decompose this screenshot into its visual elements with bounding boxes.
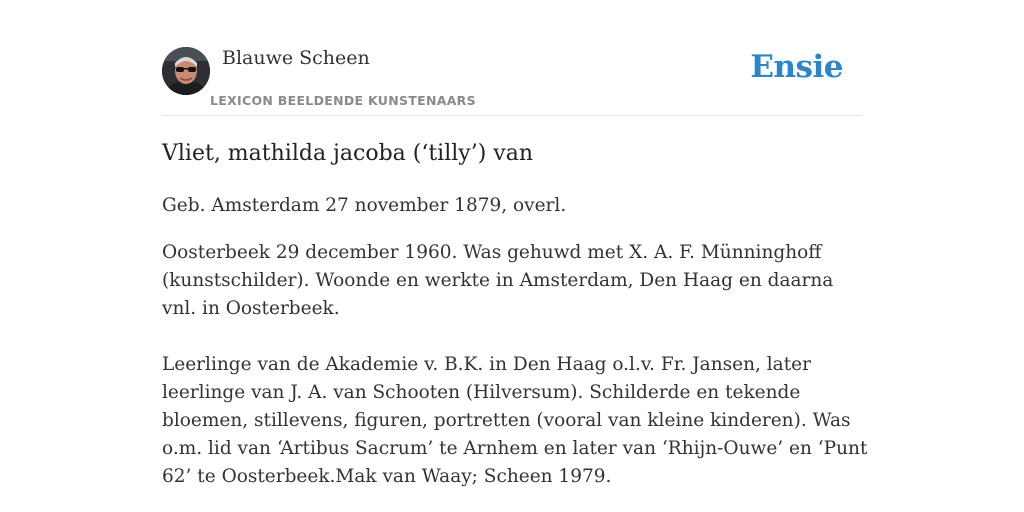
header-divider [162,115,862,116]
author-name[interactable]: Blauwe Scheen [222,47,370,69]
article-paragraph-3: Leerlinge van de Akademie v. B.K. in Den Haag o.l.v. Fr. Jansen, later leerlinge van J. A. van Schooten (Hilversum). Schilderde en tekende bloemen, stillevens, figuren, portretten (vooral van kleine kinderen). Was o.m. lid van ‘Artibus Sacrum’ te Arnhem en later van ‘Rhijn-Ouwe’ en ‘Punt 62’ te Oosterbeek.Mak van Waay; Scheen 1979. [162,354,868,487]
article-title: Vliet, mathilda jacoba (‘tilly’) van [162,141,533,166]
article-paragraph-2: Oosterbeek 29 december 1960. Was gehuwd met X. A. F. Münninghoff (kunstschilder). Woonde en werkte in Amsterdam, Den Haag en daarna vnl. in Oosterbeek. [162,242,834,319]
author-avatar[interactable] [162,47,210,95]
ensie-logo[interactable]: Ensie [750,49,843,85]
avatar-portrait-icon [162,47,210,95]
article-header [162,46,862,116]
article-paragraph-1: Geb. Amsterdam 27 november 1879, overl. [162,195,567,216]
category-label[interactable]: LEXICON BEELDENDE KUNSTENAARS [210,93,476,108]
